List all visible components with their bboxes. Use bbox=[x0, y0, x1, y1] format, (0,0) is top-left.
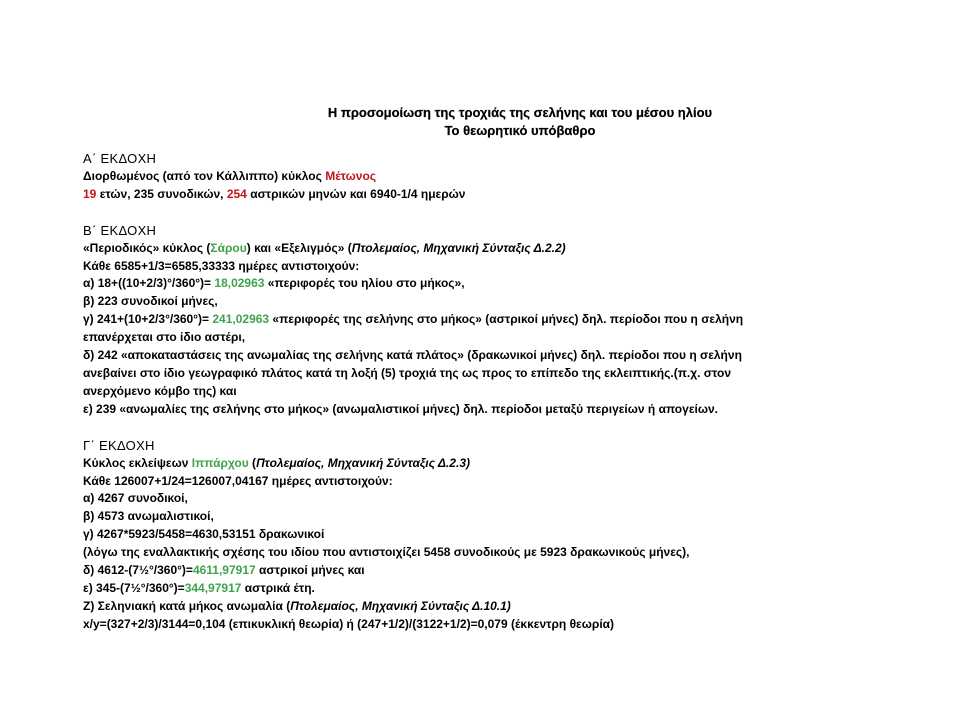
section-b-line-2: Κάθε 6585+1/3=6585,33333 ημέρες αντιστοιχούν: bbox=[83, 258, 360, 273]
value-highlight: 344,97917 bbox=[184, 580, 242, 595]
section-b-line-4: β) 223 συνοδικοί μήνες, bbox=[83, 294, 218, 309]
section-c-line-3: α) 4267 συνοδικοί, bbox=[83, 491, 188, 506]
title-line-1: Η προσομοίωση της τροχιάς της σελήνης και του μέσου ηλίου bbox=[327, 105, 713, 120]
section-b-heading: Β΄ ΕΚΔΟΧΗ bbox=[83, 222, 157, 238]
years-highlight: 19 bbox=[83, 186, 97, 201]
section-c-line-8: ε) 345-(7½°/360°)=344,97917 αστρικά έτη. bbox=[83, 580, 315, 595]
section-b-line-3: α) 18+((10+2/3)°/360°)= 18,02963 «περιφορές του ηλίου στο μήκος», bbox=[83, 276, 465, 291]
section-c-heading: Γ΄ ΕΚΔΟΧΗ bbox=[83, 437, 155, 453]
section-b-line-9: ανερχόμενο κόμβο της) και bbox=[83, 383, 237, 398]
section-b-line-8: ανεβαίνει στο ίδιο γεωγραφικό πλάτος κατά τη λοξή (5) τροχιά της ως προς το επίπεδο της εκλειπτικής.(π.χ. στον bbox=[83, 365, 732, 380]
section-c-line-9: Ζ) Σεληνιακή κατά μήκος ανωμαλία (Πτολεμαίος, Μηχανική Σύνταξις Δ.10.1) bbox=[83, 598, 511, 613]
title-line-2: Το θεωρητικό υπόβαθρο bbox=[444, 123, 596, 138]
days-value: 6940-1/4 bbox=[370, 186, 418, 201]
section-b-line-6: επανέρχεται στο ίδιο αστέρι, bbox=[83, 330, 246, 345]
section-c-line-6: (λόγω της εναλλακτικής σχέσης του ιδίου που αντιστοιχίζει 5458 συνοδικούς με 5923 δρακωνικούς μήνες), bbox=[83, 545, 690, 560]
saros-highlight: Σάρου bbox=[210, 240, 247, 255]
section-a-line-1: Διορθωμένος (από τον Κάλλιππο) κύκλος Μέτωνος bbox=[83, 168, 377, 183]
section-c-line-4: β) 4573 ανωμαλιστικοί, bbox=[83, 509, 214, 524]
section-b-line-7: δ) 242 «αποκαταστάσεις της ανωμαλίας της σελήνης κατά πλάτος» (δρακωνικοί μήνες) δηλ. περίοδοι που η σελήνη bbox=[83, 348, 742, 363]
value-highlight: 18,02963 bbox=[214, 276, 265, 291]
section-b-line-1: «Περιοδικός» κύκλος (Σάρου) και «Εξελιγμός» (Πτολεμαίος, Μηχανική Σύνταξις Δ.2.2) bbox=[83, 240, 566, 255]
section-c-line-1: Κύκλος εκλείψεων Ιππάρχου (Πτολεμαίος, Μηχανική Σύνταξις Δ.2.3) bbox=[83, 455, 470, 470]
sidereal-highlight: 254 bbox=[226, 186, 247, 201]
ptolemy-reference: Πτολεμαίος, Μηχανική Σύνταξις Δ.10.1) bbox=[290, 598, 511, 613]
value-highlight: 4611,97917 bbox=[192, 563, 256, 578]
meton-highlight: Μέτωνος bbox=[325, 168, 377, 183]
ptolemy-reference: Πτολεμαίος, Μηχανική Σύνταξις Δ.2.2) bbox=[351, 240, 566, 255]
days-value: 6585,33333 bbox=[171, 258, 236, 273]
section-c-line-2: Κάθε 126007+1/24=126007,04167 ημέρες αντιστοιχούν: bbox=[83, 473, 393, 488]
days-value: 126007,04167 bbox=[191, 473, 269, 488]
section-b-line-5: γ) 241+(10+2/3°/360°)= 241,02963 «περιφορές της σελήνης στο μήκος» (αστρικοί μήνες) δηλ. περίοδοι που η σελήνη bbox=[83, 312, 744, 327]
ptolemy-reference: Πτολεμαίος, Μηχανική Σύνταξις Δ.2.3) bbox=[256, 455, 470, 470]
section-c-line-5: γ) 4267*5923/5458=4630,53151 δρακωνικοί bbox=[83, 527, 325, 542]
section-a-line-2: 19 ετών, 235 συνοδικών, 254 αστρικών μηνών και 6940-1/4 ημερών bbox=[83, 186, 466, 201]
hipparchus-highlight: Ιππάρχου bbox=[191, 455, 249, 470]
section-c-line-7: δ) 4612-(7½°/360°)=4611,97917 αστρικοί μήνες και bbox=[83, 563, 365, 578]
section-c-line-10: x/y=(327+2/3)/3144=0,104 (επικυκλική θεωρία) ή (247+1/2)/(3122+1/2)=0,079 (έκκεντρη θεωρία) bbox=[83, 616, 615, 631]
section-a-heading: Α΄ ΕΚΔΟΧΗ bbox=[83, 151, 157, 166]
section-b-line-10: ε) 239 «ανωμαλίες της σελήνης στο μήκος» (ανωμαλιστικοί μήνες) δηλ. περίοδοι μεταξύ περιγείων ή απογείων. bbox=[83, 401, 718, 416]
value-highlight: 241,02963 bbox=[212, 312, 270, 327]
document-body bbox=[83, 150, 903, 634]
document-title bbox=[0, 104, 960, 140]
